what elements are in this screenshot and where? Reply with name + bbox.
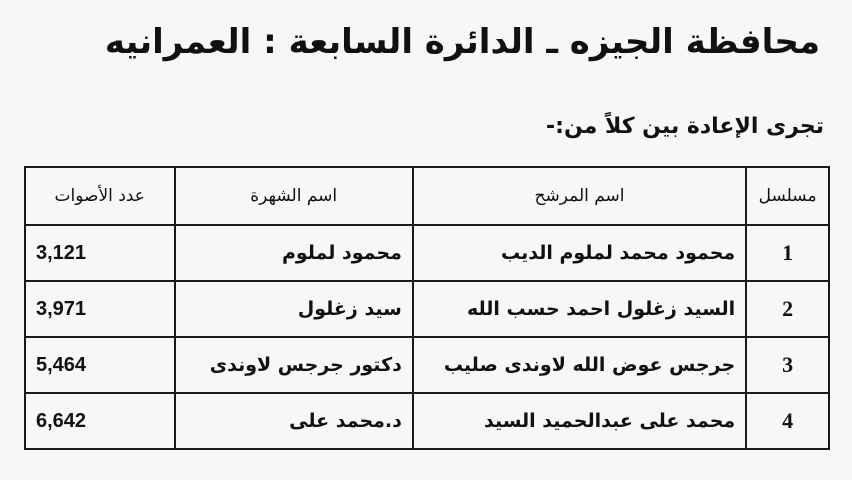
table-row [25,393,829,449]
header-votes: عدد الأصوات [25,167,175,225]
table-row [25,281,829,337]
header-known-name: اسم الشهرة [175,167,413,225]
cell-votes: 5,464 [25,337,175,393]
cell-candidate-name: محمد على عبدالحميد السيد [413,393,746,449]
table-row [25,225,829,281]
cell-votes: 6,642 [25,393,175,449]
candidates-table [24,166,830,450]
cell-known-name: د.محمد على [175,393,413,449]
page-title: محافظة الجيزه ـ الدائرة السابعة : العمرانيه [104,22,820,62]
cell-candidate-name: محمود محمد لملوم الديب [413,225,746,281]
cell-known-name: محمود لملوم [175,225,413,281]
cell-known-name: سيد زغلول [175,281,413,337]
cell-serial: 1 [746,225,829,281]
intro-text: تجرى الإعادة بين كلاً من:- [546,114,824,139]
header-candidate-name: اسم المرشح [413,167,746,225]
header-serial: مسلسل [746,167,829,225]
cell-serial: 3 [746,337,829,393]
cell-votes: 3,971 [25,281,175,337]
cell-candidate-name: جرجس عوض الله لاوندى صليب [413,337,746,393]
cell-candidate-name: السيد زغلول احمد حسب الله [413,281,746,337]
cell-serial: 4 [746,393,829,449]
cell-known-name: دكتور جرجس لاوندى [175,337,413,393]
cell-serial: 2 [746,281,829,337]
table-row [25,337,829,393]
cell-votes: 3,121 [25,225,175,281]
table-header-row [25,167,829,225]
